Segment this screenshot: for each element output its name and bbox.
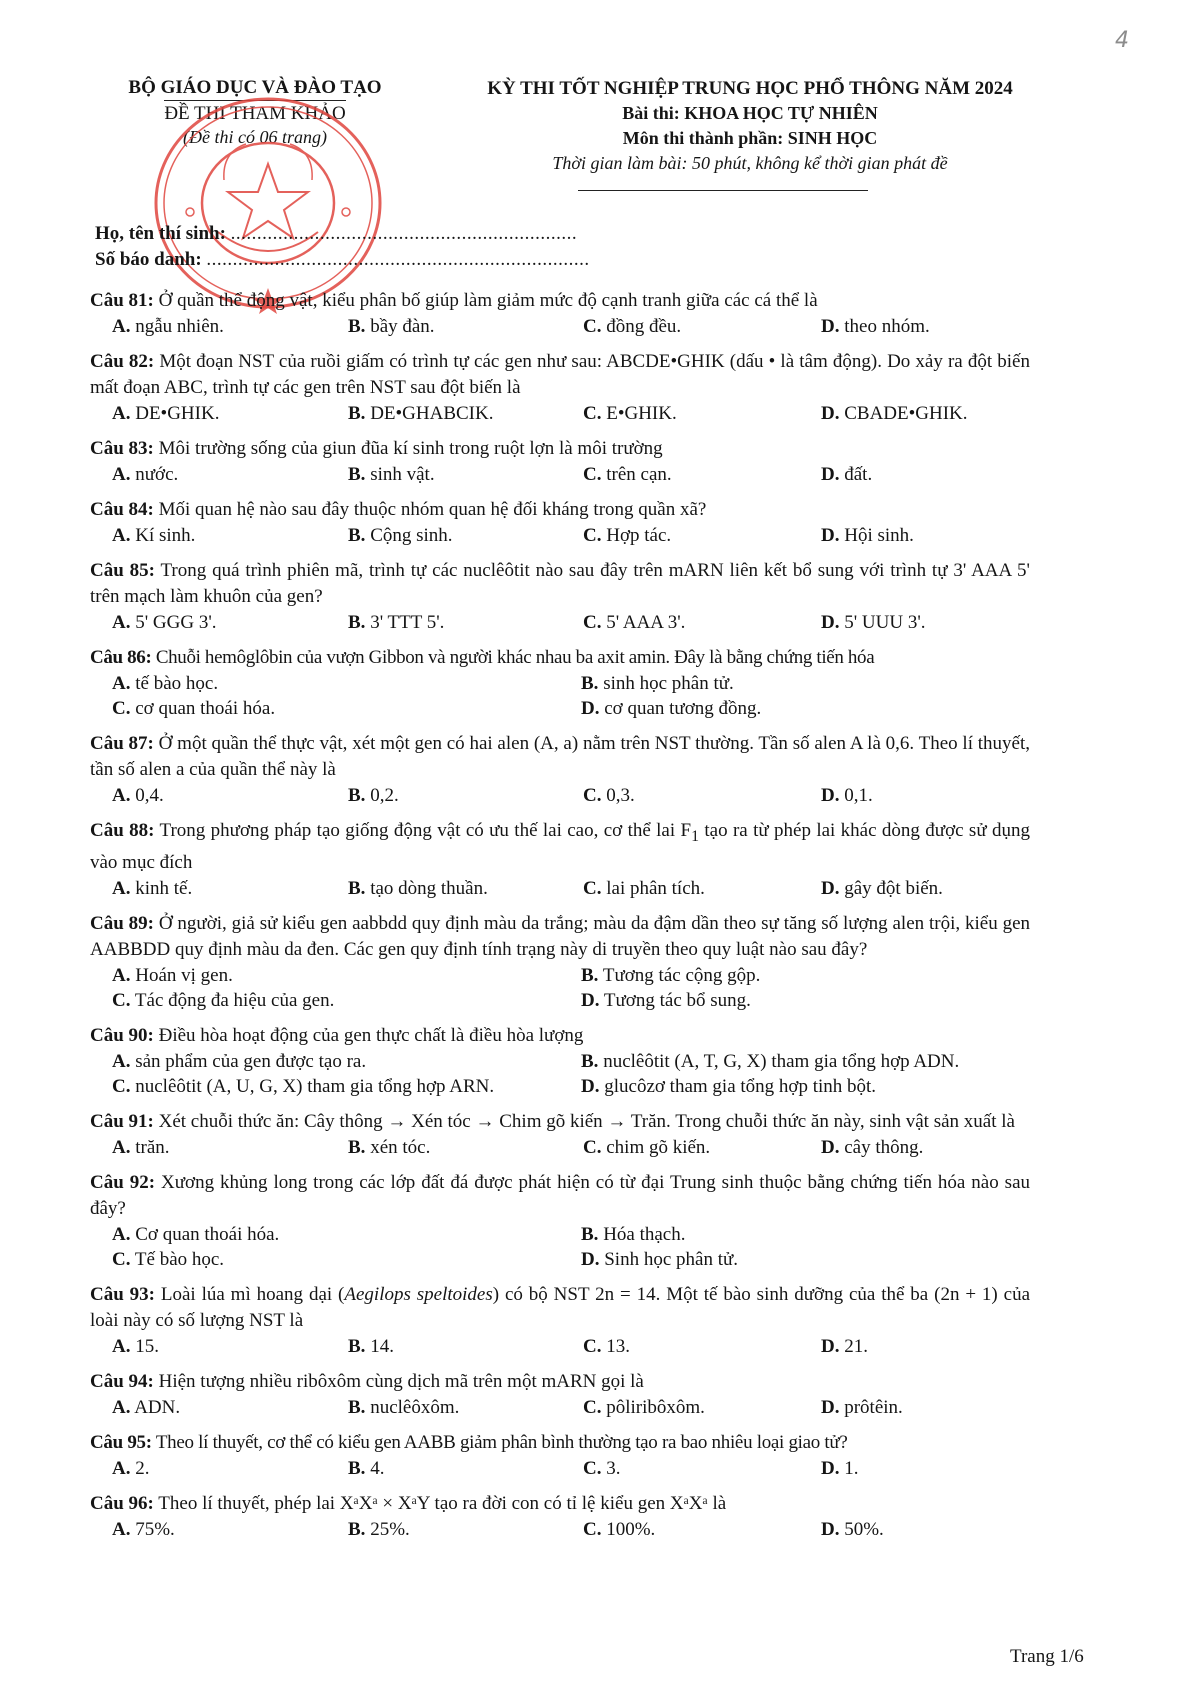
option-d: D. 0,1. (821, 785, 873, 806)
option-a: A. Cơ quan thoái hóa. (112, 1223, 280, 1245)
option-c: C. pôliribôxôm. (583, 1396, 705, 1418)
question-number: Câu 81: (90, 290, 154, 311)
question-text: Loài lúa mì hoang dại (Aegilops speltoides) có bộ NST 2n = 14. Một tế bào sinh dưỡng của thể ba (2n + 1) của loài này có số lượng NST là (90, 1283, 1031, 1331)
question-text: Trong phương pháp tạo giống động vật có ưu thế lai cao, cơ thể lai $F_1$ tạo ra từ phép lai khác dòng được sử dụng vào mục đích (90, 820, 1030, 873)
question-text: Hiện tượng nhiều ribôxôm cùng dịch mã trên một mARN gọi là (158, 1370, 644, 1392)
exam-title: KỲ THI TỐT NGHIỆP TRUNG HỌC PHỔ THÔNG NĂM 2024 (487, 78, 1013, 99)
subject-name: Môn thi thành phần: SINH HỌC (622, 128, 878, 148)
question-text: Ở một quần thể thực vật, xét một gen có hai alen (A, a) nằm trên NST thường. Tần số alen A là 0,6. Theo lí thuyết, tần số alen a của quần thể này là (90, 733, 1030, 780)
question-95 (90, 1430, 1030, 1481)
question-92 (90, 1170, 1030, 1272)
candidate-id-label: Số báo danh: (95, 249, 202, 270)
question-number: Câu 89: (90, 912, 154, 934)
time-note: Thời gian làm bài: 50 phút, không kể thời gian phát đề (552, 153, 948, 173)
option-a: A. 0,4. (112, 785, 164, 806)
candidate-name-field[interactable]: .................................................................. (230, 223, 578, 244)
option-d: D. Sinh học phân tử. (581, 1248, 739, 1270)
question-94 (90, 1369, 1030, 1420)
question-number: Câu 96: (90, 1492, 154, 1514)
question-number: Câu 82: (90, 351, 155, 372)
candidate-name-label: Họ, tên thí sinh: (95, 223, 226, 244)
question-number: Câu 90: (90, 1024, 154, 1046)
option-a: A. trăn. (112, 1136, 170, 1158)
option-b: B. nuclêôtit (A, T, G, X) tham gia tổng hợp ADN. (581, 1050, 960, 1072)
option-a: A. Hoán vị gen. (112, 964, 233, 986)
question-82 (90, 349, 1030, 426)
candidate-name-row (95, 221, 590, 247)
option-b: B. Cộng sinh. (348, 525, 453, 546)
option-b: B. Hóa thạch. (581, 1223, 686, 1245)
official-seal-stamp (150, 92, 386, 314)
question-93 (90, 1282, 1030, 1359)
option-d: D. prôtêin. (821, 1396, 903, 1418)
option-a: A. ngẫu nhiên. (112, 316, 224, 337)
option-d: D. 21. (821, 1335, 868, 1357)
option-c: C. nuclêôtit (A, U, G, X) tham gia tổng hợp ARN. (112, 1075, 495, 1097)
option-c: C. lai phân tích. (583, 877, 705, 899)
question-number: Câu 88: (90, 820, 155, 841)
option-c: C. chim gõ kiến. (583, 1136, 711, 1158)
option-d: D. glucôzơ tham gia tổng hợp tinh bột. (581, 1075, 877, 1097)
question-text: Trong quá trình phiên mã, trình tự các nuclêôtit nào sau đây trên mARN liên kết bổ sung với trình tự 3' AAA 5' trên mạch làm khuôn của gen? (90, 560, 1030, 607)
candidate-id-field[interactable]: ......................................................................... (206, 249, 590, 270)
option-b: B. sinh vật. (348, 464, 435, 485)
question-90 (90, 1023, 1030, 1099)
question-86 (90, 645, 1030, 721)
question-84 (90, 497, 1030, 548)
page-corner-mark: 4 (1115, 28, 1129, 53)
option-a: A. 75%. (112, 1518, 175, 1540)
option-b: B. tạo dòng thuần. (348, 877, 488, 899)
option-b: B. 0,2. (348, 785, 399, 806)
option-b: B. DE•GHABCIK. (348, 403, 494, 424)
option-c: C. 0,3. (583, 785, 635, 806)
question-87 (90, 731, 1030, 808)
question-85 (90, 558, 1030, 635)
option-b: B. 25%. (348, 1518, 410, 1540)
option-c: C. E•GHIK. (583, 403, 677, 424)
question-text: Xương khủng long trong các lớp đất đá được phát hiện có từ đại Trung sinh thuộc bằng chứng tiến hóa nào sau đây? (90, 1171, 1030, 1219)
question-text: Ở quần thể động vật, kiểu phân bố giúp làm giảm mức độ cạnh tranh giữa các cá thể là (158, 290, 818, 311)
question-number: Câu 94: (90, 1370, 154, 1392)
option-a: A. 5' GGG 3'. (112, 612, 217, 633)
option-a: A. 15. (112, 1335, 159, 1357)
option-b: B. 3' TTT 5'. (348, 612, 445, 633)
option-d: D. đất. (821, 464, 873, 485)
option-a: A. kinh tế. (112, 877, 193, 899)
option-d: D. CBADE•GHIK. (821, 403, 968, 424)
question-text: Ở người, giả sử kiểu gen aabbdd quy định màu da trắng; màu da đậm dần theo sự tăng số lượng alen trội, kiểu gen AABBDD quy định màu da đen. Các gen quy định tính trạng này di truyền theo quy luật nào sau đây? (90, 912, 1030, 960)
question-text: Theo lí thuyết, phép lai XᵃXᵃ × XᵃY tạo ra đời con có tỉ lệ kiểu gen XᵃXᵃ là (158, 1492, 727, 1514)
question-text: Mối quan hệ nào sau đây thuộc nhóm quan hệ đối kháng trong quần xã? (158, 499, 707, 520)
option-c: C. cơ quan thoái hóa. (112, 698, 276, 719)
question-text: Chuỗi hemôglôbin của vượn Gibbon và người khác nhau ba axit amin. Đây là bằng chứng tiến hóa (155, 647, 875, 668)
header-rule (578, 190, 868, 191)
header-right (440, 76, 1060, 176)
subject-group: Bài thi: KHOA HỌC TỰ NHIÊN (622, 103, 878, 123)
option-b: B. 14. (348, 1335, 394, 1357)
option-c: C. trên cạn. (583, 464, 672, 485)
option-d: D. 1. (821, 1457, 859, 1479)
option-c: C. 3. (583, 1457, 621, 1479)
question-91 (90, 1109, 1030, 1160)
question-number: Câu 84: (90, 499, 154, 520)
question-number: Câu 86: (90, 647, 152, 668)
question-text: Môi trường sống của giun đũa kí sinh trong ruột lợn là môi trường (158, 438, 663, 459)
option-c: C. 13. (583, 1335, 630, 1357)
option-c: C. đồng đều. (583, 316, 682, 337)
question-89 (90, 911, 1030, 1013)
question-number: Câu 93: (90, 1283, 155, 1305)
question-number: Câu 83: (90, 438, 154, 459)
option-a: A. nước. (112, 464, 179, 485)
option-d: D. 50%. (821, 1518, 884, 1540)
option-d: D. cây thông. (821, 1136, 924, 1158)
option-a: A. tế bào học. (112, 673, 219, 694)
question-text: Theo lí thuyết, cơ thể có kiểu gen AABB giảm phân bình thường tạo ra bao nhiêu loại giao tử? (155, 1431, 848, 1453)
option-b: B. xén tóc. (348, 1136, 431, 1158)
question-number: Câu 95: (90, 1431, 152, 1453)
question-list (90, 288, 1030, 1552)
option-a: A. 2. (112, 1457, 150, 1479)
option-d: D. Hội sinh. (821, 525, 914, 546)
question-number: Câu 91: (90, 1110, 154, 1132)
option-c: C. Tác động đa hiệu của gen. (112, 989, 335, 1011)
pages-note: (Đề thi có 06 trang) (183, 127, 327, 147)
question-text: Một đoạn NST của ruồi giấm có trình tự các gen như sau: ABCDE•GHIK (dấu • là tâm động). Do xảy ra đột biến mất đoạn ABC, trình tự các gen trên NST sau đột biến là (90, 351, 1030, 398)
option-c: C. Hợp tác. (583, 525, 672, 546)
question-88 (90, 818, 1030, 901)
question-96 (90, 1491, 1030, 1542)
page-number: Trang 1/6 (1010, 1646, 1084, 1667)
candidate-id-row (95, 247, 590, 273)
option-a: A. sản phẩm của gen được tạo ra. (112, 1050, 367, 1072)
option-b: B. nuclêôxôm. (348, 1396, 460, 1418)
option-d: D. 5' UUU 3'. (821, 612, 926, 633)
option-c: C. 100%. (583, 1518, 656, 1540)
candidate-info (95, 221, 590, 273)
option-b: B. Tương tác cộng gộp. (581, 964, 761, 986)
question-83 (90, 436, 1030, 487)
question-number: Câu 85: (90, 560, 155, 581)
option-a: A. Kí sinh. (112, 525, 196, 546)
exam-type: ĐỀ THI THAM KHẢO (164, 100, 345, 126)
option-a: A. DE•GHIK. (112, 403, 220, 424)
option-c: C. Tế bào học. (112, 1248, 225, 1270)
option-b: B. bầy đàn. (348, 316, 435, 337)
option-d: D. gây đột biến. (821, 877, 943, 899)
option-b: B. 4. (348, 1457, 385, 1479)
ministry-name: BỘ GIÁO DỤC VÀ ĐÀO TẠO (128, 77, 382, 98)
question-text: Điều hòa hoạt động của gen thực chất là điều hòa lượng (158, 1024, 584, 1046)
question-number: Câu 92: (90, 1171, 156, 1193)
question-number: Câu 87: (90, 733, 154, 754)
option-d: D. theo nhóm. (821, 316, 930, 337)
option-a: A. ADN. (112, 1396, 181, 1418)
option-b: B. sinh học phân tử. (581, 673, 734, 694)
option-d: D. Tương tác bổ sung. (581, 989, 751, 1011)
question-81 (90, 288, 1030, 339)
option-d: D. cơ quan tương đồng. (581, 698, 762, 719)
option-c: C. 5' AAA 3'. (583, 612, 686, 633)
question-text: Xét chuỗi thức ăn: Cây thông → Xén tóc → Chim gõ kiến → Trăn. Trong chuỗi thức ăn này, sinh vật sản xuất là (158, 1110, 1015, 1132)
